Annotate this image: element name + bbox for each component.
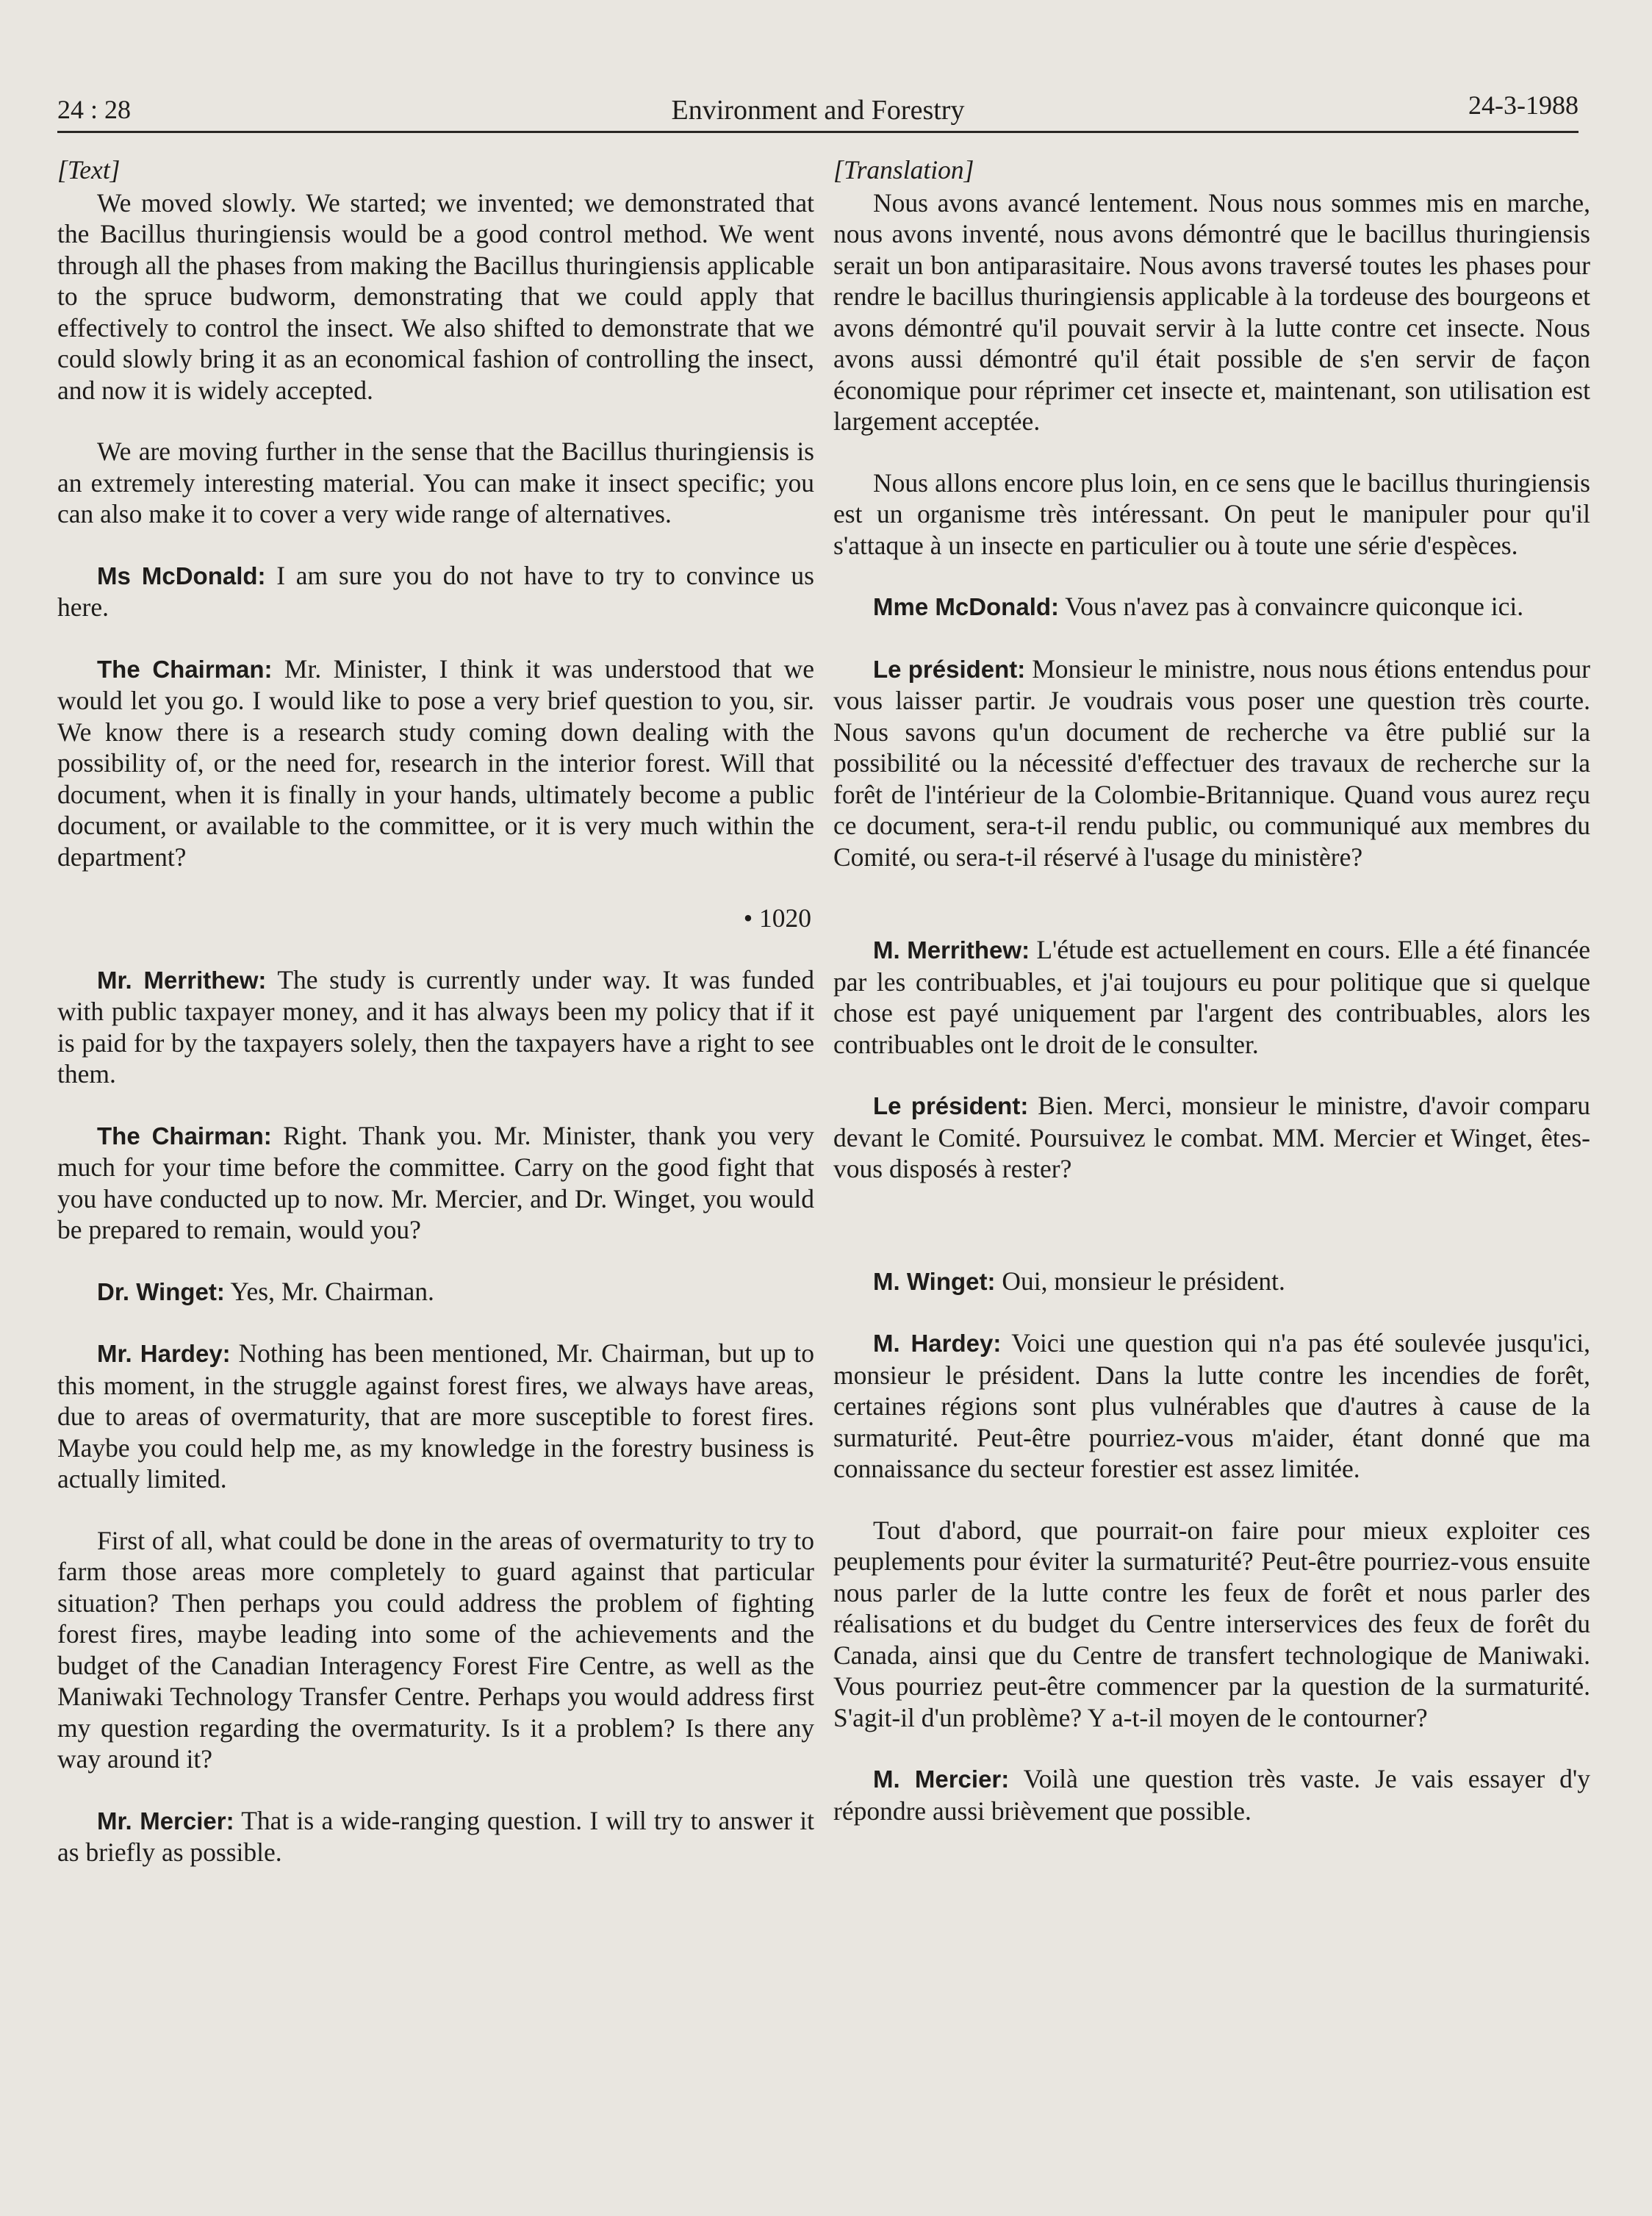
paragraph (833, 934, 1590, 1060)
paragraph-text: Voici une question qui n'a pas été soulevée jusqu'ici, monsieur le président. Dans la lutte contre les incendies de forêt, certaines régions sont plus vulnérables que d'autres à cause de la surmaturité. Peut-être pourriez-vous m'aider, étant donné que ma connaissance du secteur forestier est assez limitée. (833, 1328, 1590, 1483)
time-stamp: • 1020 (743, 903, 811, 933)
speaker-name: M. Mercier: (873, 1765, 1010, 1793)
paragraph (833, 187, 1590, 437)
speaker-name: The Chairman: (97, 655, 273, 683)
paragraph (57, 1805, 814, 1868)
paragraph (57, 1276, 814, 1308)
paragraph (833, 1266, 1590, 1298)
right-column-french (833, 154, 1590, 1857)
paragraph (833, 1327, 1590, 1485)
paragraph (57, 1338, 814, 1495)
speaker-name: Mr. Hardey: (97, 1340, 231, 1367)
language-tag-translation: [Translation] (833, 155, 974, 184)
paragraph (57, 1120, 814, 1246)
paragraph (833, 1090, 1590, 1185)
paragraph-text: Right. Thank you. Mr. Minister, thank you very much for your time before the committee. Carry on the good fight that you have conducted up to now. Mr. Mercier, and Dr. Winget, you would be prepared to remain, would you? (57, 1120, 814, 1244)
paragraph (833, 467, 1590, 562)
speaker-name: Mr. Mercier: (97, 1807, 234, 1835)
speaker-name: Mr. Merrithew: (97, 966, 267, 994)
paragraph-text: We moved slowly. We started; we invented; we demonstrated that the Bacillus thuringiensis would be a good control method. We went through all the phases from making the Bacillus thuringiensis applicable to the spruce budworm, demonstrating that we could apply that effectively to control the insect. We also shifted to demonstrate that we could slowly bring it as an economical fashion of controlling the insect, and now it is widely accepted. (57, 187, 814, 405)
paragraph-text: Tout d'abord, que pourrait-on faire pour mieux exploiter ces peuplements pour éviter la surmaturité? Peut-être pourriez-vous ensuite nous parler de la lutte contre les feux de forêt et nous parler des réalisations et du budget du Centre interservices des feux de forêt du Canada, ainsi que du Centre de transfert technologique de Maniwaki. Vous pourriez peut-être commencer par la question de la surmaturité. S'agit-il d'un problème? Y a-t-il moyen de le contourner? (833, 1515, 1590, 1732)
paragraph (833, 591, 1590, 623)
paragraph-text: Bien. Merci, monsieur le ministre, d'avoir comparu devant le Comité. Poursuivez le combat. MM. Mercier et Winget, êtes-vous disposés à rester? (833, 1091, 1590, 1183)
paragraph (57, 187, 814, 406)
paragraph-text: Nous allons encore plus loin, en ce sens que le bacillus thuringiensis est un organisme très intéressant. On peut le manipuler pour qu'il s'attaque à un insecte en particulier ou à toute une série d'espèces. (833, 467, 1590, 560)
paragraph-text: Oui, monsieur le président. (995, 1266, 1285, 1296)
speaker-name: Mme McDonald: (873, 593, 1060, 620)
speaker-name: Le président: (873, 1092, 1029, 1119)
speaker-name: M. Merrithew: (873, 936, 1030, 964)
running-title: Environment and Forestry (671, 95, 965, 126)
paragraph-text: Yes, Mr. Chairman. (224, 1276, 434, 1306)
paragraph (57, 964, 814, 1090)
paragraph (57, 653, 814, 873)
paragraph (57, 436, 814, 530)
paragraph-text: Nothing has been mentioned, Mr. Chairman, but up to this moment, in the struggle against forest fires, we always have areas, due to areas of overmaturity, that are more susceptible to forest fires. Maybe you could help me, as my knowledge in the forestry business is actually limited. (57, 1338, 814, 1494)
left-column-english (57, 154, 814, 1898)
language-tag-text: [Text] (57, 155, 121, 184)
paragraph-text: The study is currently under way. It was funded with public taxpayer money, and it has always been my policy that if it is paid for by the taxpayers solely, then the taxpayers have a right to see them. (57, 964, 814, 1089)
paragraph-text: That is a wide-ranging question. I will try to answer it as briefly as possible. (57, 1805, 814, 1867)
paragraph-text: First of all, what could be done in the areas of overmaturity to try to farm those areas more completely to guard against that particular situation? Then perhaps you could address the problem of fighting forest fires, maybe leading into some of the achievements and the budget of the Canadian Interagency Forest Fire Centre, as well as the Maniwaki Technology Transfer Centre. Perhaps you would address first my question regarding the overmaturity. Is it a problem? Is there any way around it? (57, 1525, 814, 1774)
paragraph-text: L'étude est actuellement en cours. Elle a été financée par les contribuables, et j'ai toujours eu pour politique que si quelque chose est payé uniquement par l'argent des contribuables, alors les contribuables ont le droit de le consulter. (833, 935, 1590, 1059)
speaker-name: Le président: (873, 655, 1026, 683)
page-number: 24 : 28 (57, 95, 132, 124)
paragraph-text: Nous avons avancé lentement. Nous nous sommes mis en marche, nous avons inventé, nous avons démontré que le bacillus thuringiensis serait un bon antiparasitaire. Nous avons traversé toutes les phases pour rendre le bacillus thuringiensis applicable à la tordeuse des bourgeons et avons démontré qu'il pouvait servir à la lutte contre cet insecte. Nous avons aussi démontré qu'il était possible de s'en servir de façon économique pour réprimer cet insecte et, maintenant, son utilisation est largement acceptée. (833, 187, 1590, 436)
paragraph-text: I am sure you do not have to try to convince us here. (57, 560, 814, 622)
page-header (57, 90, 1579, 135)
paragraph-text: Monsieur le ministre, nous nous étions entendus pour vous laisser partir. Je voudrais vous poser une question très courte. Nous savons qu'un document de recherche va être publié sur la possibilité ou la nécessité d'effectuer des travaux de recherche sur la forêt de l'intérieur de la Colombie-Britannique. Quand vous aurez reçu ce document, sera-t-il rendu public, ou communiqué aux membres du Comité, ou sera-t-il réservé à l'usage du ministère? (833, 653, 1590, 872)
speaker-name: Dr. Winget: (97, 1277, 225, 1305)
paragraph-text: We are moving further in the sense that the Bacillus thuringiensis is an extremely interesting material. You can make it insect specific; you can also make it to cover a very wide range of alternatives. (57, 437, 814, 528)
speaker-name: Ms McDonald: (97, 562, 266, 589)
paragraph-text: Voilà une question très vaste. Je vais essayer d'y répondre aussi brièvement que possible. (833, 1764, 1591, 1826)
paragraph (57, 560, 814, 623)
speaker-name: M. Winget: (873, 1267, 996, 1295)
paragraph (833, 1763, 1590, 1826)
speaker-name: The Chairman: (97, 1122, 272, 1150)
paragraph (833, 1515, 1590, 1734)
paragraph (57, 1525, 814, 1775)
page-date: 24-3-1988 (1468, 90, 1579, 120)
paragraph-text: Vous n'avez pas à convaincre quiconque ici. (1059, 592, 1524, 621)
paragraph (833, 653, 1590, 873)
header-rule (57, 131, 1579, 133)
speaker-name: M. Hardey: (873, 1330, 1002, 1357)
paragraph-text: Mr. Minister, I think it was understood that we would let you go. I would like to pose a very brief question to you, sir. We know there is a research study coming down dealing with the possibility of, or the need for, research in the interior forest. Will that document, when it is finally in your hands, ultimately become a public document, or available to the committee, or it is very much within the department? (57, 653, 814, 872)
